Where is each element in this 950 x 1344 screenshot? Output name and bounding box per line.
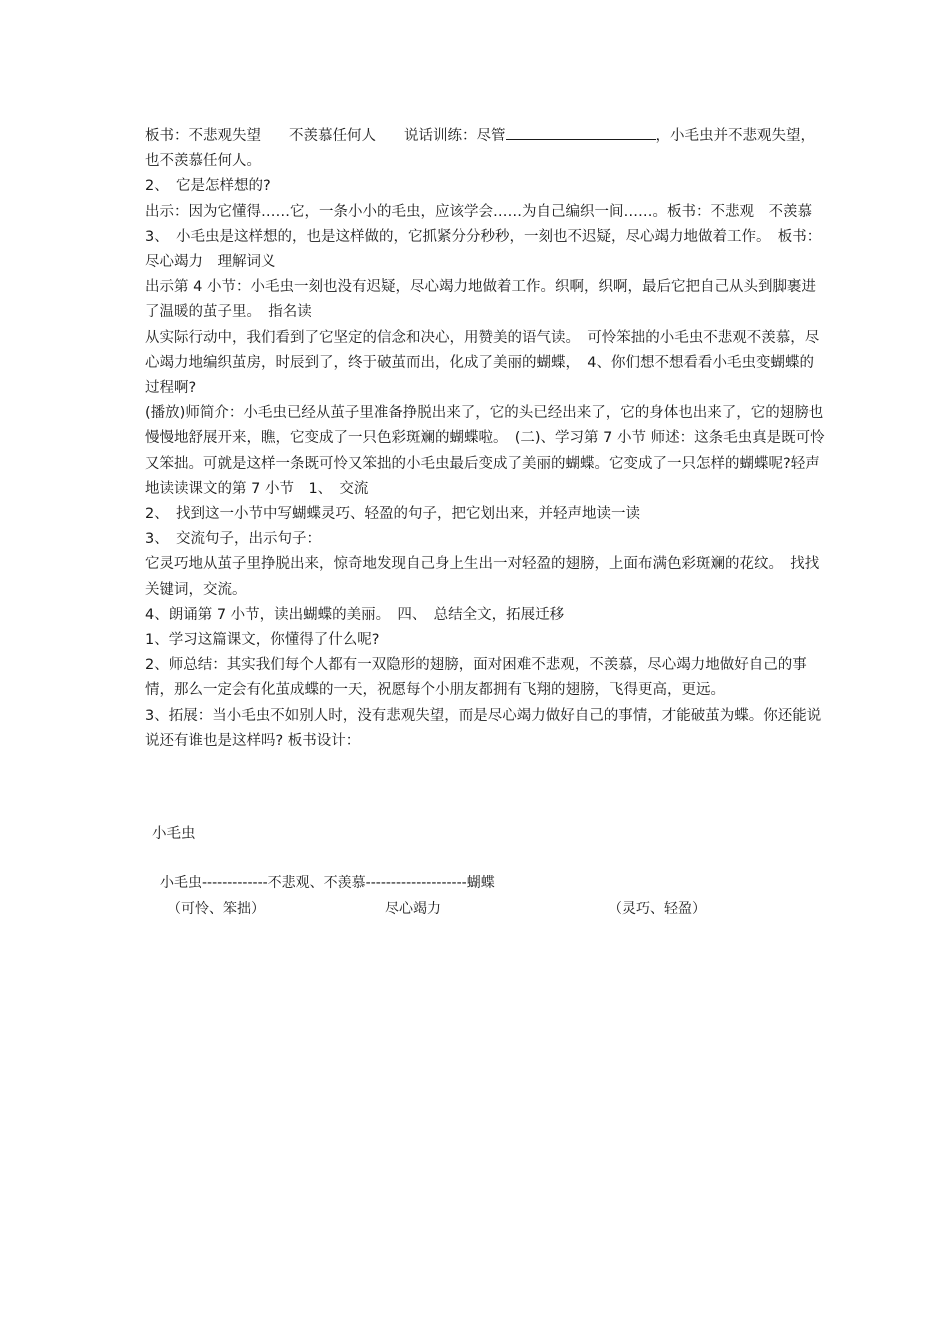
fill-blank-line [506, 125, 656, 140]
board-design-left-note: （可怜、笨拙） [167, 901, 265, 917]
paragraph-4: 3、 小毛虫是这样想的，也是这样做的，它抓紧分分秒秒，一刻也不迟疑，尽心竭力地做着工作。 板书：尽心竭力 理解词义 [145, 228, 822, 271]
text-segment: ，小毛虫并不悲观失望，也不羡慕任何人。 [145, 128, 815, 170]
board-design-right-note: （灵巧、轻盈） [608, 901, 706, 917]
paragraph-1 [145, 124, 825, 174]
paragraph-10: 它灵巧地从茧子里挣脱出来，惊奇地发现自己身上生出一对轻盈的翅膀，上面布满色彩斑斓的花纹。 找找关键词，交流。 [145, 556, 820, 598]
board-design-middle-note: 尽心竭力 [385, 901, 441, 917]
text-segment: 不羡慕任何人 [289, 128, 376, 144]
lesson-body [145, 124, 825, 754]
text-segment: 板书：不悲观失望 [145, 128, 261, 144]
paragraph-3: 出示：因为它懂得……它，一条小小的毛虫，应该学会……为自己编织一间……。板书：不悲观 不羡慕 [145, 203, 812, 220]
paragraph-9: 3、 交流句子，出示句子： [145, 531, 321, 548]
board-design-row: 小毛虫-------------不悲观、不羡慕--------------------蝴蝶 [160, 875, 495, 891]
board-design-title: 小毛虫 [152, 826, 196, 842]
paragraph-2: 2、 它是怎样想的? [145, 178, 271, 195]
paragraph-6: 从实际行动中，我们看到了它坚定的信念和决心，用赞美的语气读。 可怜笨拙的小毛虫不悲观不羡慕，尽心竭力地编织茧房，时辰到了，终于破茧而出，化成了美丽的蝴蝶， 4、你们想不想看看小毛虫变蝴蝶的过程啊? [145, 329, 820, 397]
paragraph-7: (播放)师简介：小毛虫已经从茧子里准备挣脱出来了，它的头已经出来了，它的身体也出来了，它的翅膀也慢慢地舒展开来，瞧，它变成了一只色彩斑斓的蝴蝶啦。 (二)、学习第 7 小节 师述：这条毛虫真是既可怜又笨拙。可就是这样一条既可怜又笨拙的小毛虫最后变成了美丽的蝴蝶。它变成了一只怎样的蝴蝶呢?轻声地读读课文的第 7 小节 1、 交流 [145, 405, 825, 497]
paragraph-5: 出示第 4 小节：小毛虫一刻也没有迟疑，尽心竭力地做着工作。织啊，织啊，最后它把自己从头到脚裹进了温暖的茧子里。 指名读 [145, 279, 816, 321]
paragraph-11: 4、朗诵第 7 小节，读出蝴蝶的美丽。 四、 总结全文，拓展迁移 [145, 606, 565, 623]
paragraph-8: 2、 找到这一小节中写蝴蝶灵巧、轻盈的句子，把它划出来，并轻声地读一读 [145, 506, 640, 523]
paragraph-13: 2、师总结：其实我们每个人都有一双隐形的翅膀，面对困难不悲观，不羡慕，尽心竭力地做好自己的事情，那么一定会有化茧成蝶的一天，祝愿每个小朋友都拥有飞翔的翅膀，飞得更高，更远。 [145, 657, 807, 699]
paragraph-12: 1、学习这篇课文，你懂得了什么呢? [145, 632, 380, 649]
text-segment: 说话训练：尽管 [404, 128, 506, 144]
paragraph-14: 3、拓展：当小毛虫不如别人时，没有悲观失望，而是尽心竭力做好自己的事情，才能破茧为蝶。你还能说说还有谁也是这样吗? 板书设计： [145, 707, 822, 749]
